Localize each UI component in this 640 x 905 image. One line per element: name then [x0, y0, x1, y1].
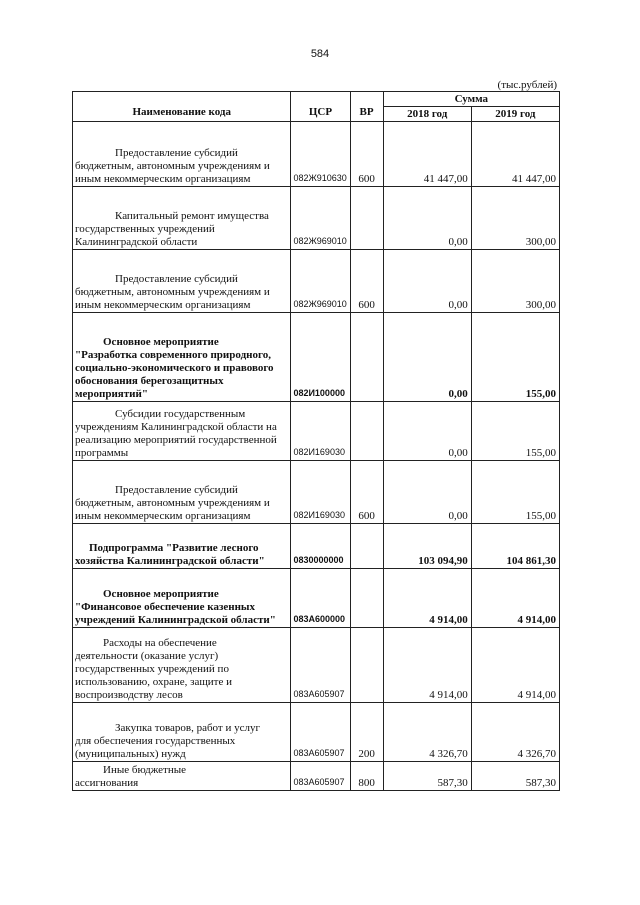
- row-vr: [350, 402, 383, 461]
- row-vr: [350, 569, 383, 628]
- row-name-first: Расходы на обеспечение: [103, 637, 217, 649]
- row-name-first: Субсидии государственным: [115, 408, 246, 420]
- row-name-first: Предоставление субсидий: [115, 273, 238, 285]
- row-csr: 082И100000: [291, 313, 350, 402]
- row-2019: 300,00: [471, 250, 559, 313]
- row-vr: [350, 524, 383, 569]
- table-row: [73, 524, 560, 569]
- row-name-rest: деятельности (оказание услуг) государственных учреждений по использованию, охране, защите и воспроизводству лесов: [75, 650, 233, 701]
- row-name-rest: "Разработка современного природного, социально-экономического и правового обоснования берегозащитных мероприятий": [75, 349, 274, 400]
- header-name: Наименование кода: [73, 92, 291, 122]
- row-vr: 800: [350, 762, 383, 791]
- header-vr: ВР: [350, 92, 383, 122]
- row-vr: 200: [350, 703, 383, 762]
- table-row: [73, 122, 560, 187]
- table-row: [73, 250, 560, 313]
- budget-table: [72, 91, 560, 791]
- row-csr: 083А605907: [291, 628, 350, 703]
- row-csr: 082Ж969010: [291, 187, 350, 250]
- table-row: [73, 313, 560, 402]
- row-csr: 0830000000: [291, 524, 350, 569]
- table-row: [73, 703, 560, 762]
- row-name-first: Предоставление субсидий: [115, 484, 238, 496]
- row-vr: 600: [350, 250, 383, 313]
- header-year-2018: 2018 год: [383, 107, 471, 122]
- row-name-rest: хозяйства Калининградской области": [75, 555, 265, 567]
- table-row: [73, 762, 560, 791]
- units-label: (тыс.рублей): [497, 79, 557, 91]
- row-name-rest: бюджетным, автономным учреждениям и иным некоммерческим организациям: [75, 497, 270, 522]
- row-2018: 4 914,00: [383, 569, 471, 628]
- row-name-rest: государственных учреждений Калининградской области: [75, 223, 215, 248]
- row-name-rest: ассигнования: [75, 777, 139, 789]
- row-2019: 155,00: [471, 402, 559, 461]
- row-name-first: Предоставление субсидий: [115, 147, 238, 159]
- row-name-first: Иные бюджетные: [103, 764, 187, 776]
- row-2019: 104 861,30: [471, 524, 559, 569]
- header-csr: ЦСР: [291, 92, 350, 122]
- table-row: [73, 569, 560, 628]
- row-vr: [350, 187, 383, 250]
- row-name-rest: учреждениям Калининградской области на реализацию мероприятий государственной программы: [75, 421, 277, 459]
- row-name-first: Основное мероприятие: [103, 588, 219, 600]
- row-2019: 587,30: [471, 762, 559, 791]
- row-2019: 155,00: [471, 461, 559, 524]
- table-row: [73, 402, 560, 461]
- row-csr: 082И169030: [291, 402, 350, 461]
- row-csr: 082И169030: [291, 461, 350, 524]
- row-name-first: Закупка товаров, работ и услуг: [115, 722, 260, 734]
- row-csr: 083А600000: [291, 569, 350, 628]
- row-2018: 0,00: [383, 461, 471, 524]
- row-name-first: Подпрограмма "Развитие лесного: [89, 542, 259, 554]
- row-2018: 4 914,00: [383, 628, 471, 703]
- row-csr: 083А605907: [291, 703, 350, 762]
- row-2018: 4 326,70: [383, 703, 471, 762]
- row-csr: 083А605907: [291, 762, 350, 791]
- row-2019: 4 914,00: [471, 569, 559, 628]
- page-number: 584: [310, 48, 330, 60]
- table-row: [73, 628, 560, 703]
- row-name-rest: "Финансовое обеспечение казенных учреждений Калининградской области": [75, 601, 276, 626]
- row-csr: 082Ж910630: [291, 122, 350, 187]
- row-2018: 0,00: [383, 187, 471, 250]
- row-vr: 600: [350, 122, 383, 187]
- row-2019: 155,00: [471, 313, 559, 402]
- row-2019: 300,00: [471, 187, 559, 250]
- row-name-rest: для обеспечения государственных (муниципальных) нужд: [75, 735, 236, 760]
- header-year-2019: 2019 год: [471, 107, 559, 122]
- row-name-rest: бюджетным, автономным учреждениям и иным некоммерческим организациям: [75, 160, 270, 185]
- row-vr: [350, 628, 383, 703]
- row-name-first: Основное мероприятие: [103, 336, 219, 348]
- table-row: [73, 461, 560, 524]
- row-name-rest: бюджетным, автономным учреждениям и иным некоммерческим организациям: [75, 286, 270, 311]
- row-2019: 41 447,00: [471, 122, 559, 187]
- row-2018: 103 094,90: [383, 524, 471, 569]
- row-2019: 4 326,70: [471, 703, 559, 762]
- row-2018: 41 447,00: [383, 122, 471, 187]
- row-name-first: Капитальный ремонт имущества: [115, 210, 269, 222]
- row-csr: 082Ж969010: [291, 250, 350, 313]
- row-2018: 587,30: [383, 762, 471, 791]
- row-2018: 0,00: [383, 250, 471, 313]
- row-2019: 4 914,00: [471, 628, 559, 703]
- table-row: [73, 187, 560, 250]
- row-vr: 600: [350, 461, 383, 524]
- row-vr: [350, 313, 383, 402]
- row-2018: 0,00: [383, 402, 471, 461]
- row-2018: 0,00: [383, 313, 471, 402]
- header-sum: Сумма: [383, 92, 559, 107]
